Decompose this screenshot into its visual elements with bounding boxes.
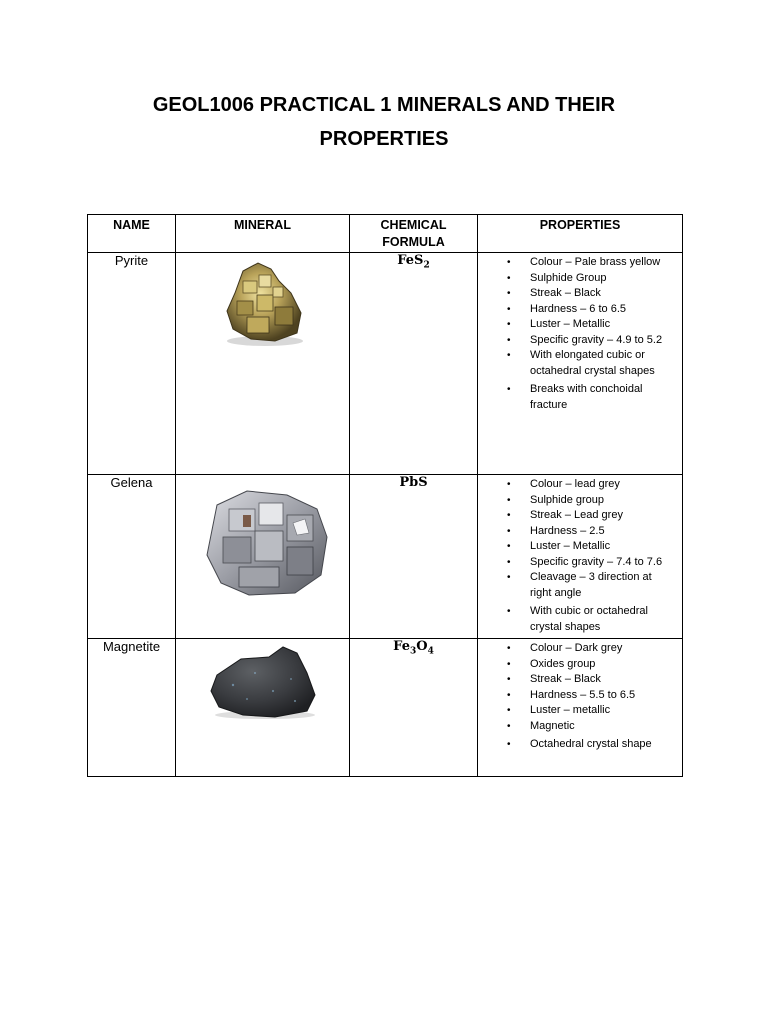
list-item: • Luster – metallic: [530, 703, 676, 719]
formula-text: FeS: [397, 253, 424, 268]
header-formula-line1: CHEMICAL: [380, 218, 447, 232]
mineral-name: Magnetite: [88, 639, 176, 777]
page-title: [0, 88, 768, 156]
list-item: • Sulphide group: [530, 493, 676, 509]
minerals-table: [87, 214, 683, 777]
list-item: • Hardness – 2.5: [530, 524, 676, 540]
mineral-name: Gelena: [88, 475, 176, 639]
list-item: • Oxides group: [530, 657, 676, 673]
list-item: • Streak – Lead grey: [530, 508, 676, 524]
mineral-image-cell: [176, 253, 350, 475]
magnetite-specimen-image: [203, 639, 323, 723]
formula-text: O: [416, 639, 428, 654]
header-properties: PROPERTIES: [478, 215, 683, 253]
list-item: • With cubic or octahedral crystal shapes: [530, 604, 676, 635]
table-row: [88, 253, 683, 475]
table-row: [88, 639, 683, 777]
list-item: • Luster – Metallic: [530, 317, 676, 333]
list-item: • Colour – Pale brass yellow: [530, 255, 676, 271]
list-item: • Streak – Black: [530, 286, 676, 302]
chemical-formula: [350, 639, 478, 777]
pyrite-specimen-image: [213, 253, 313, 353]
list-item: • With elongated cubic or octahedral crystal shapes: [530, 348, 676, 379]
list-item: • Breaks with conchoidal fracture: [530, 382, 676, 413]
list-item: • Sulphide Group: [530, 271, 676, 287]
properties-cell: [478, 253, 683, 475]
header-formula: [350, 215, 478, 253]
list-item: • Cleavage – 3 direction at right angle: [530, 570, 676, 601]
page-title-line2: PROPERTIES: [319, 128, 449, 150]
properties-list: [478, 475, 682, 635]
header-formula-line2: FORMULA: [382, 235, 445, 249]
list-item: • Streak – Black: [530, 672, 676, 688]
header-name: NAME: [88, 215, 176, 253]
formula-subscript: 3: [409, 646, 417, 657]
galena-specimen-image: [177, 475, 349, 605]
table-row: [88, 475, 683, 639]
properties-cell: [478, 639, 683, 777]
chemical-formula: [350, 253, 478, 475]
properties-list: [478, 639, 682, 753]
list-item: • Specific gravity – 7.4 to 7.6: [530, 555, 676, 571]
list-item: • Luster – Metallic: [530, 539, 676, 555]
list-item: • Colour – Dark grey: [530, 641, 676, 657]
page-title-line1: GEOL1006 PRACTICAL 1 MINERALS AND THEIR: [152, 94, 616, 116]
header-mineral: MINERAL: [176, 215, 350, 253]
formula-subscript: 4: [427, 646, 434, 657]
properties-list: [478, 253, 682, 413]
chemical-formula: [350, 475, 478, 639]
list-item: • Hardness – 5.5 to 6.5: [530, 688, 676, 704]
list-item: • Magnetic: [530, 719, 676, 735]
mineral-name: Pyrite: [88, 253, 176, 475]
formula-subscript: 2: [423, 260, 430, 271]
formula-text: Fe: [393, 639, 410, 654]
mineral-image-cell: [176, 475, 350, 639]
list-item: • Colour – lead grey: [530, 477, 676, 493]
list-item: • Specific gravity – 4.9 to 5.2: [530, 333, 676, 349]
list-item: • Octahedral crystal shape: [530, 737, 676, 753]
properties-cell: [478, 475, 683, 639]
list-item: • Hardness – 6 to 6.5: [530, 302, 676, 318]
mineral-image-cell: [176, 639, 350, 777]
table-header-row: [88, 215, 683, 253]
formula-text: PbS: [399, 475, 428, 490]
